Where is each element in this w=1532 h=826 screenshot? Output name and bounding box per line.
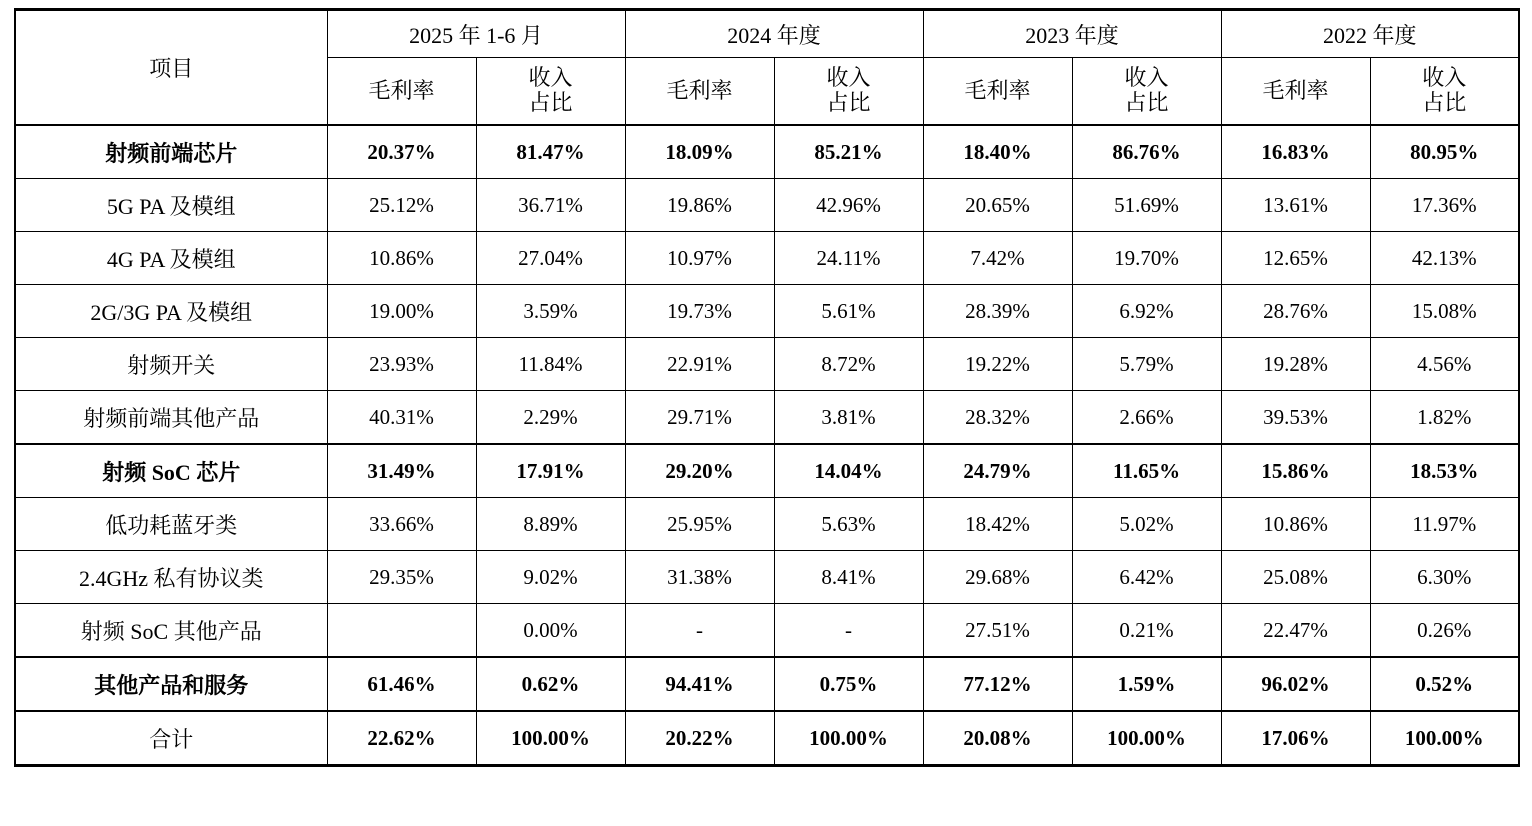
- cell-value: 9.02%: [476, 551, 625, 604]
- cell-value: 39.53%: [1221, 391, 1370, 445]
- cell-value: 18.09%: [625, 125, 774, 179]
- column-header-share-3: [1370, 58, 1519, 126]
- cell-value: 10.97%: [625, 232, 774, 285]
- table-header: [15, 10, 1519, 126]
- cell-value: 8.41%: [774, 551, 923, 604]
- cell-value: 0.26%: [1370, 604, 1519, 658]
- cell-value: 5.63%: [774, 498, 923, 551]
- column-header-period-3: 2022 年度: [1221, 10, 1519, 58]
- row-label: 5G PA 及模组: [15, 179, 327, 232]
- cell-value: 15.86%: [1221, 444, 1370, 498]
- cell-value: 20.65%: [923, 179, 1072, 232]
- share-label-line1: 收入: [1422, 65, 1467, 91]
- cell-value: 8.89%: [476, 498, 625, 551]
- header-row-periods: [15, 10, 1519, 58]
- cell-value: 11.84%: [476, 338, 625, 391]
- row-label: 低功耗蓝牙类: [15, 498, 327, 551]
- cell-value: 77.12%: [923, 657, 1072, 711]
- cell-value: 85.21%: [774, 125, 923, 179]
- table-row: [15, 338, 1519, 391]
- cell-value: 0.21%: [1072, 604, 1221, 658]
- cell-value: 11.65%: [1072, 444, 1221, 498]
- column-header-share-1: [774, 58, 923, 126]
- cell-value: 31.38%: [625, 551, 774, 604]
- table-row: [15, 285, 1519, 338]
- cell-value: 0.00%: [476, 604, 625, 658]
- table-row: [15, 551, 1519, 604]
- cell-value: 42.96%: [774, 179, 923, 232]
- table-row: [15, 179, 1519, 232]
- cell-value: 0.52%: [1370, 657, 1519, 711]
- cell-value: 1.82%: [1370, 391, 1519, 445]
- cell-value: 5.79%: [1072, 338, 1221, 391]
- cell-value: 25.12%: [327, 179, 476, 232]
- cell-value: 31.49%: [327, 444, 476, 498]
- cell-value: 22.62%: [327, 711, 476, 766]
- cell-value: 29.68%: [923, 551, 1072, 604]
- share-label-line1: 收入: [1124, 65, 1169, 91]
- cell-value: 15.08%: [1370, 285, 1519, 338]
- cell-value: 94.41%: [625, 657, 774, 711]
- cell-value: 6.42%: [1072, 551, 1221, 604]
- cell-value: [327, 604, 476, 658]
- row-label: 射频 SoC 其他产品: [15, 604, 327, 658]
- cell-value: 29.35%: [327, 551, 476, 604]
- cell-value: 18.40%: [923, 125, 1072, 179]
- cell-value: 1.59%: [1072, 657, 1221, 711]
- cell-value: 22.91%: [625, 338, 774, 391]
- cell-value: 2.66%: [1072, 391, 1221, 445]
- cell-value: 19.28%: [1221, 338, 1370, 391]
- cell-value: 100.00%: [774, 711, 923, 766]
- cell-value: 17.91%: [476, 444, 625, 498]
- row-label: 2.4GHz 私有协议类: [15, 551, 327, 604]
- share-label-line2: 占比: [1124, 90, 1169, 115]
- cell-value: 100.00%: [476, 711, 625, 766]
- cell-value: 20.22%: [625, 711, 774, 766]
- cell-value: 19.70%: [1072, 232, 1221, 285]
- share-label-line1: 收入: [528, 65, 573, 91]
- cell-value: 25.08%: [1221, 551, 1370, 604]
- cell-value: 20.37%: [327, 125, 476, 179]
- cell-value: 20.08%: [923, 711, 1072, 766]
- cell-value: 18.53%: [1370, 444, 1519, 498]
- table-row: [15, 498, 1519, 551]
- row-label: 2G/3G PA 及模组: [15, 285, 327, 338]
- cell-value: 28.32%: [923, 391, 1072, 445]
- table-row: [15, 125, 1519, 179]
- cell-value: 12.65%: [1221, 232, 1370, 285]
- share-label-line1: 收入: [826, 65, 871, 91]
- cell-value: 24.11%: [774, 232, 923, 285]
- cell-value: 17.06%: [1221, 711, 1370, 766]
- cell-value: 40.31%: [327, 391, 476, 445]
- cell-value: 19.22%: [923, 338, 1072, 391]
- cell-value: 5.02%: [1072, 498, 1221, 551]
- column-header-item: 项目: [15, 10, 327, 126]
- cell-value: 18.42%: [923, 498, 1072, 551]
- table-row: [15, 391, 1519, 445]
- share-label-line2: 占比: [1422, 90, 1467, 115]
- gross-margin-revenue-share-table: [14, 8, 1520, 767]
- cell-value: 2.29%: [476, 391, 625, 445]
- cell-value: 4.56%: [1370, 338, 1519, 391]
- column-header-share-0: [476, 58, 625, 126]
- table-row-total: [15, 711, 1519, 766]
- table-row: [15, 232, 1519, 285]
- table-row: [15, 444, 1519, 498]
- row-label: 射频前端芯片: [15, 125, 327, 179]
- cell-value: 29.20%: [625, 444, 774, 498]
- column-header-period-0: 2025 年 1-6 月: [327, 10, 625, 58]
- cell-value: 10.86%: [327, 232, 476, 285]
- cell-value: 24.79%: [923, 444, 1072, 498]
- column-header-share-2: [1072, 58, 1221, 126]
- table-body: [15, 125, 1519, 766]
- table-row: [15, 657, 1519, 711]
- row-label: 合计: [15, 711, 327, 766]
- cell-value: 3.59%: [476, 285, 625, 338]
- cell-value: 3.81%: [774, 391, 923, 445]
- column-header-margin-0: 毛利率: [327, 58, 476, 126]
- row-label: 射频前端其他产品: [15, 391, 327, 445]
- cell-value: 27.51%: [923, 604, 1072, 658]
- cell-value: 80.95%: [1370, 125, 1519, 179]
- cell-value: 16.83%: [1221, 125, 1370, 179]
- column-header-margin-2: 毛利率: [923, 58, 1072, 126]
- cell-value: 0.62%: [476, 657, 625, 711]
- row-label: 射频开关: [15, 338, 327, 391]
- cell-value: 81.47%: [476, 125, 625, 179]
- cell-value: 0.75%: [774, 657, 923, 711]
- cell-value: 25.95%: [625, 498, 774, 551]
- cell-value: 17.36%: [1370, 179, 1519, 232]
- cell-value: -: [625, 604, 774, 658]
- cell-value: 86.76%: [1072, 125, 1221, 179]
- column-header-margin-1: 毛利率: [625, 58, 774, 126]
- share-label-line2: 占比: [826, 90, 871, 115]
- cell-value: -: [774, 604, 923, 658]
- cell-value: 96.02%: [1221, 657, 1370, 711]
- cell-value: 19.73%: [625, 285, 774, 338]
- cell-value: 6.92%: [1072, 285, 1221, 338]
- cell-value: 42.13%: [1370, 232, 1519, 285]
- cell-value: 36.71%: [476, 179, 625, 232]
- cell-value: 29.71%: [625, 391, 774, 445]
- cell-value: 100.00%: [1072, 711, 1221, 766]
- row-label: 4G PA 及模组: [15, 232, 327, 285]
- cell-value: 11.97%: [1370, 498, 1519, 551]
- cell-value: 27.04%: [476, 232, 625, 285]
- cell-value: 5.61%: [774, 285, 923, 338]
- cell-value: 8.72%: [774, 338, 923, 391]
- cell-value: 28.39%: [923, 285, 1072, 338]
- table-row: [15, 604, 1519, 658]
- cell-value: 33.66%: [327, 498, 476, 551]
- cell-value: 61.46%: [327, 657, 476, 711]
- cell-value: 22.47%: [1221, 604, 1370, 658]
- cell-value: 13.61%: [1221, 179, 1370, 232]
- cell-value: 14.04%: [774, 444, 923, 498]
- column-header-period-1: 2024 年度: [625, 10, 923, 58]
- cell-value: 6.30%: [1370, 551, 1519, 604]
- cell-value: 51.69%: [1072, 179, 1221, 232]
- cell-value: 100.00%: [1370, 711, 1519, 766]
- cell-value: 10.86%: [1221, 498, 1370, 551]
- cell-value: 19.86%: [625, 179, 774, 232]
- share-label-line2: 占比: [528, 90, 573, 115]
- column-header-margin-3: 毛利率: [1221, 58, 1370, 126]
- cell-value: 23.93%: [327, 338, 476, 391]
- cell-value: 7.42%: [923, 232, 1072, 285]
- column-header-period-2: 2023 年度: [923, 10, 1221, 58]
- row-label: 射频 SoC 芯片: [15, 444, 327, 498]
- row-label: 其他产品和服务: [15, 657, 327, 711]
- cell-value: 28.76%: [1221, 285, 1370, 338]
- cell-value: 19.00%: [327, 285, 476, 338]
